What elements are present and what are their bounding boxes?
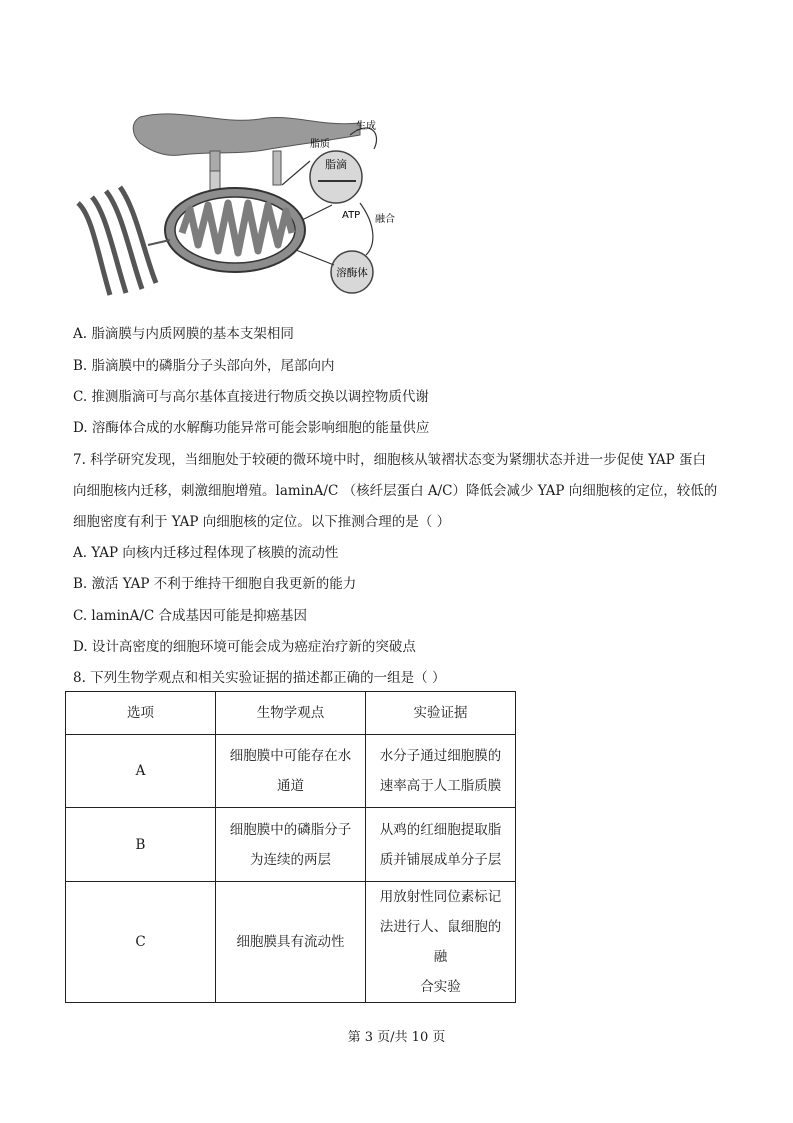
table-cell-option: C — [66, 882, 216, 1003]
q6-option-a: A. 脂滴膜与内质网膜的基本支架相同 — [73, 326, 294, 342]
table-cell-option: B — [66, 808, 216, 882]
table-header-row — [66, 692, 516, 735]
table-cell-evidence: 从鸡的红细胞提取脂 质并铺展成单分子层 — [366, 808, 516, 882]
table-row — [66, 882, 516, 1003]
q6-option-c: C. 推测脂滴可与高尔基体直接进行物质交换以调控物质代谢 — [73, 389, 429, 405]
table-cell-view: 细胞膜中可能存在水 通道 — [216, 735, 366, 808]
table-row — [66, 735, 516, 808]
q7-stem-line-2: 向细胞核内迁移，刺激细胞增殖。laminA/C （核纤层蛋白 A/C）降低会减少 YAP 向细胞核的定位，较低的 — [73, 483, 718, 499]
table-cell-option: A — [66, 735, 216, 808]
table-cell-evidence: 水分子通过细胞膜的 速率高于人工脂质膜 — [366, 735, 516, 808]
table-row — [66, 808, 516, 882]
q6-option-b: B. 脂滴膜中的磷脂分子头部向外，尾部向内 — [73, 358, 335, 374]
svg-text:ATP: ATP — [342, 210, 361, 221]
q7-option-c: C. laminA/C 合成基因可能是抑癌基因 — [73, 608, 308, 624]
q8-table — [65, 691, 516, 1003]
svg-text:融合: 融合 — [375, 214, 395, 225]
page-footer: 第 3 页/共 10 页 — [347, 1030, 446, 1045]
q7-stem-line-3: 细胞密度有利于 YAP 向细胞核的定位。以下推测合理的是（ ） — [73, 514, 451, 530]
q7-option-b: B. 激活 YAP 不利于维持干细胞自我更新的能力 — [73, 576, 357, 592]
svg-text:生成: 生成 — [356, 121, 376, 132]
table-header-evidence: 实验证据 — [366, 692, 516, 735]
table-cell-view: 细胞膜具有流动性 — [216, 882, 366, 1003]
svg-text:溶酶体: 溶酶体 — [336, 267, 368, 279]
q8-stem: 8. 下列生物学观点和相关实验证据的描述都正确的一组是（ ） — [73, 670, 446, 686]
table-cell-view: 细胞膜中的磷脂分子 为连续的两层 — [216, 808, 366, 882]
table-header-option: 选项 — [66, 692, 216, 735]
q7-stem-line-1: 7. 科学研究发现，当细胞处于较硬的微环境中时，细胞核从皱褶状态变为紧绷状态并进一步促使 YAP 蛋白 — [73, 452, 706, 468]
table-cell-evidence: 用放射性同位素标记 法进行人、鼠细胞的融 合实验 — [366, 882, 516, 1003]
golgi-apparatus — [78, 187, 156, 295]
q7-option-a: A. YAP 向核内迁移过程体现了核膜的流动性 — [73, 545, 339, 561]
cell-organelle-figure — [70, 105, 400, 310]
svg-text:脂滴: 脂滴 — [325, 158, 347, 171]
q6-option-d: D. 溶酶体合成的水解酶功能异常可能会影响细胞的能量供应 — [73, 420, 430, 436]
table-header-view: 生物学观点 — [216, 692, 366, 735]
svg-text:脂质: 脂质 — [310, 139, 330, 150]
q7-option-d: D. 设计高密度的细胞环境可能会成为癌症治疗新的突破点 — [73, 639, 416, 655]
